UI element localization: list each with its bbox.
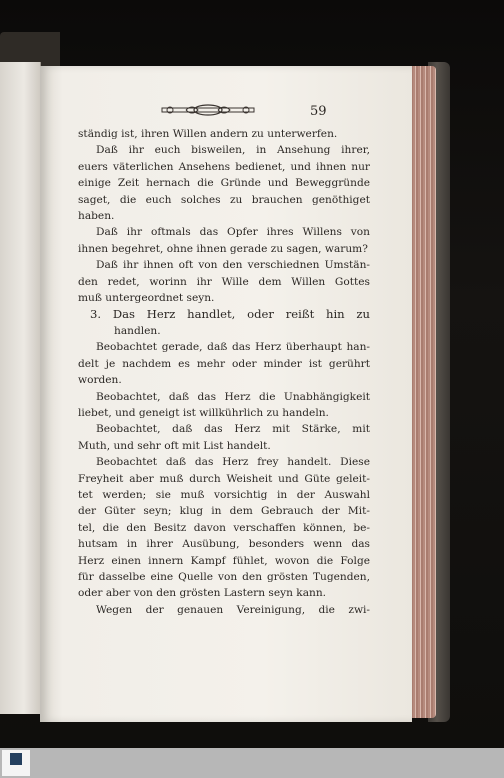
text-line: delt je nachdem es mehr oder minder ist gerührt — [78, 357, 370, 370]
text-line: den redet, worinn ihr Wille dem Willen Gottes — [78, 275, 370, 288]
viewer-footer-bar — [0, 748, 504, 778]
text-line: muß untergeordnet seyn. — [78, 292, 215, 305]
text-line: der Güter seyn; klug in dem Gebrauch der Mit- — [78, 505, 370, 518]
text-line: 3. Das Herz handlet, oder reißt hin zu — [90, 307, 370, 322]
text-line: oder aber von den grösten Lastern seyn kann. — [78, 587, 327, 600]
text-line: Muth, und sehr oft mit List handelt. — [78, 439, 271, 452]
book-page — [40, 66, 412, 722]
text-line: Daß ihr euch bisweilen, in Ansehung ihrer, — [96, 144, 370, 157]
text-line: Daß ihr ihnen oft von den verschiednen Umstän- — [96, 259, 370, 272]
text-line: tel, die den Besitz davon verschaffen können, be- — [78, 521, 370, 534]
text-line: für dasselbe eine Quelle von den grösten Tugenden, — [78, 570, 370, 583]
text-line: handlen. — [114, 324, 161, 337]
body-text — [78, 126, 370, 618]
text-line: ständig ist, ihren Willen andern zu unterwerfen. — [78, 128, 338, 140]
text-line: Beobachtet, daß das Herz die Unabhängigkeit — [96, 390, 370, 403]
text-line: Beobachtet gerade, daß das Herz überhaupt han- — [96, 341, 370, 354]
text-line: worden. — [78, 374, 122, 387]
facing-page-edge — [0, 62, 41, 714]
text-line: ihnen begehret, ohne ihnen gerade zu sagen, warum? — [78, 242, 368, 255]
page-edges — [408, 66, 436, 718]
text-line: Wegen der genauen Vereinigung, die zwi- — [96, 603, 370, 616]
page-number: 59 — [310, 104, 327, 119]
text-line: liebet, und geneigt ist willkührlich zu handeln. — [78, 406, 329, 419]
text-line: saget, die euch solches zu brauchen genöthiget — [78, 193, 370, 206]
text-line: Beobachtet daß das Herz frey handelt. Diese — [96, 456, 370, 469]
text-line: haben. — [78, 210, 115, 223]
text-line: Herz einen innern Kampf fühlet, wovon die Folge — [78, 554, 370, 567]
library-logo-icon — [10, 753, 22, 765]
library-logo-wordmark — [4, 767, 28, 773]
text-line: einige Zeit hernach die Gründe und Beweggründe — [78, 177, 370, 190]
header-ornament — [160, 103, 256, 117]
text-line: hutsam in ihrer Ausübung, besonders wenn das — [78, 538, 370, 551]
text-line: Beobachtet, daß das Herz mit Stärke, mit — [96, 423, 370, 436]
text-line: Freyheit aber muß durch Weisheit und Güte geleit- — [78, 472, 370, 485]
text-line: euers väterlichen Ansehens bedienet, und ihnen nur — [78, 160, 370, 173]
text-line: tet werden; sie muß vorsichtig in der Auswahl — [78, 488, 370, 501]
text-line: Daß ihr oftmals das Opfer ihres Willens von — [96, 226, 370, 239]
